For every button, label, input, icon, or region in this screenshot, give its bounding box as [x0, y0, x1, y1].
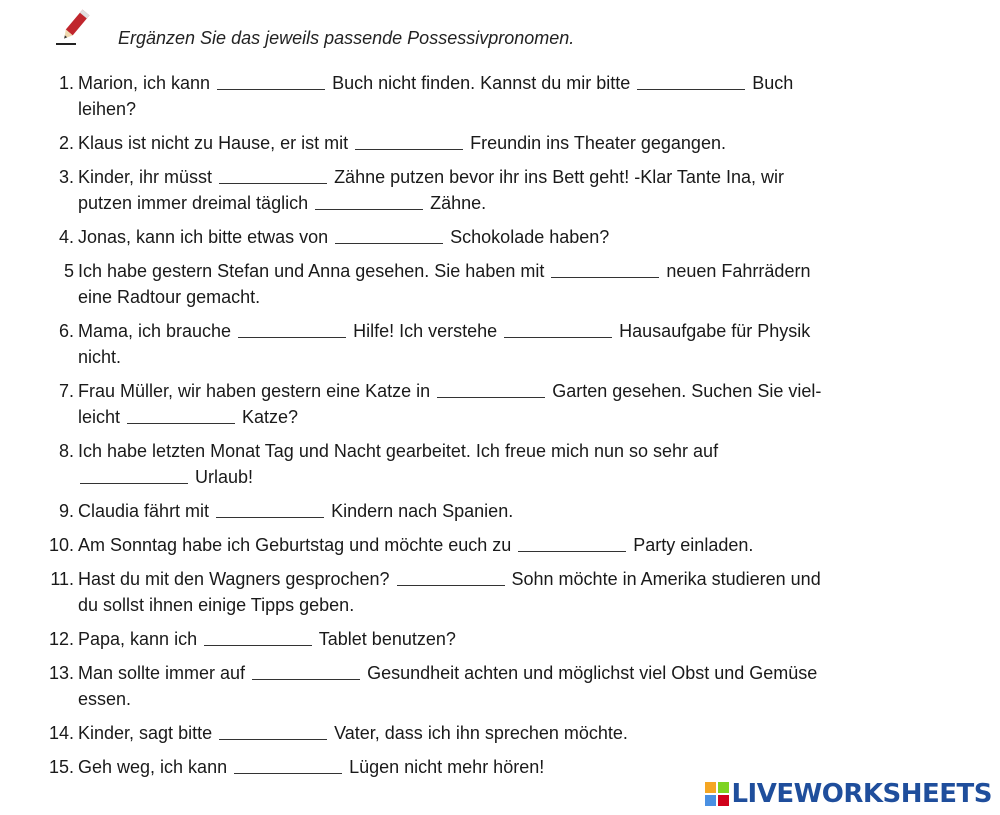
exercise-number: 14. [48, 723, 74, 743]
exercise-number: 9. [58, 501, 74, 521]
answer-blank[interactable] [335, 225, 443, 244]
exercise-text: Tablet benutzen? [314, 629, 456, 649]
exercise-text: Marion, ich kann [78, 73, 216, 93]
exercise-text: Zähne. [425, 193, 487, 213]
exercise-number: 8. [58, 441, 74, 461]
exercise-text: Kindern nach Spanien. [326, 501, 514, 521]
exercise-text: Garten gesehen. Suchen Sie viel- [547, 381, 822, 401]
exercise-text: Gesundheit achten und möglichst viel Obst und Gemüse [362, 663, 818, 683]
answer-blank[interactable] [127, 405, 235, 424]
exercise-text: Zähne putzen bevor ihr ins Bett geht! -Klar Tante Ina, wir [329, 167, 784, 187]
exercise-line [78, 626, 920, 652]
exercise-text: Frau Müller, wir haben gestern eine Katze in [78, 381, 436, 401]
exercise-text: putzen immer dreimal täglich [78, 193, 314, 213]
exercise-text: Hast du mit den Wagners gesprochen? [78, 569, 395, 589]
exercise-line [78, 754, 920, 780]
answer-blank[interactable] [204, 627, 312, 646]
answer-blank[interactable] [518, 533, 626, 552]
exercise-line [78, 686, 920, 712]
answer-blank[interactable] [219, 165, 327, 184]
exercise-number: 6. [58, 321, 74, 341]
exercise-line [78, 464, 920, 490]
exercise-text: Freundin ins Theater gegangen. [465, 133, 726, 153]
exercise-line [78, 592, 920, 618]
exercise-text: Urlaub! [190, 467, 254, 487]
exercise-line [78, 130, 920, 156]
exercise-item [40, 224, 920, 250]
exercise-text: Party einladen. [628, 535, 754, 555]
answer-blank[interactable] [504, 319, 612, 338]
exercise-number: 3. [58, 167, 74, 187]
exercise-text: neuen Fahrrädern [661, 261, 811, 281]
exercise-line [78, 224, 920, 250]
exercise-item [40, 130, 920, 156]
exercise-text: Geh weg, ich kann [78, 757, 233, 777]
exercise-text: leihen? [78, 99, 137, 119]
exercise-text: Kinder, ihr müsst [78, 167, 218, 187]
exercise-text: Vater, dass ich ihn sprechen möchte. [329, 723, 628, 743]
answer-blank[interactable] [252, 661, 360, 680]
exercise-number: 15. [48, 757, 74, 777]
answer-blank[interactable] [219, 721, 327, 740]
exercise-number: 11. [50, 569, 74, 589]
exercise-line [78, 344, 920, 370]
exercise-line [78, 70, 920, 96]
exercise-text: Katze? [237, 407, 299, 427]
exercise-item [40, 318, 920, 370]
exercise-number: 5 [63, 261, 74, 281]
exercise-item [40, 70, 920, 122]
exercise-text: Ich habe letzten Monat Tag und Nacht gearbeitet. Ich freue mich nun so sehr auf [78, 441, 719, 461]
answer-blank[interactable] [80, 465, 188, 484]
exercise-item [40, 438, 920, 490]
exercise-line [78, 96, 920, 122]
exercise-number: 2. [58, 133, 74, 153]
exercise-text: Papa, kann ich [78, 629, 203, 649]
answer-blank[interactable] [238, 319, 346, 338]
exercise-list [40, 70, 920, 788]
exercise-item [40, 720, 920, 746]
exercise-text: essen. [78, 689, 132, 709]
liveworksheets-logo [705, 779, 992, 809]
answer-blank[interactable] [234, 755, 342, 774]
exercise-number: 7. [58, 381, 74, 401]
answer-blank[interactable] [551, 259, 659, 278]
answer-blank[interactable] [315, 191, 423, 210]
exercise-line [78, 378, 920, 404]
pencil-icon [54, 6, 94, 46]
exercise-item [40, 626, 920, 652]
exercise-text: Klaus ist nicht zu Hause, er ist mit [78, 133, 354, 153]
exercise-line [78, 720, 920, 746]
exercise-line [78, 498, 920, 524]
exercise-text: Ich habe gestern Stefan und Anna gesehen. Sie haben mit [78, 261, 550, 281]
exercise-item [40, 754, 920, 780]
exercise-text: Lügen nicht mehr hören! [344, 757, 545, 777]
exercise-text: Mama, ich brauche [78, 321, 237, 341]
exercise-item [40, 378, 920, 430]
exercise-line [78, 532, 920, 558]
exercise-text: nicht. [78, 347, 122, 367]
answer-blank[interactable] [397, 567, 505, 586]
exercise-text: eine Radtour gemacht. [78, 287, 261, 307]
exercise-text: Man sollte immer auf [78, 663, 251, 683]
exercise-line [78, 164, 920, 190]
exercise-line [78, 190, 920, 216]
exercise-text: Jonas, kann ich bitte etwas von [78, 227, 334, 247]
exercise-line [78, 404, 920, 430]
answer-blank[interactable] [216, 499, 324, 518]
exercise-item [40, 660, 920, 712]
exercise-line [78, 438, 920, 464]
liveworksheets-logo-icon [705, 782, 729, 806]
exercise-item [40, 498, 920, 524]
exercise-number: 13. [48, 663, 74, 683]
exercise-number: 10. [48, 535, 74, 555]
answer-blank[interactable] [217, 71, 325, 90]
exercise-text: du sollst ihnen einige Tipps geben. [78, 595, 355, 615]
answer-blank[interactable] [355, 131, 463, 150]
exercise-text: Hausaufgabe für Physik [614, 321, 811, 341]
exercise-item [40, 532, 920, 558]
exercise-number: 4. [58, 227, 74, 247]
answer-blank[interactable] [637, 71, 745, 90]
exercise-item [40, 566, 920, 618]
exercise-line [78, 318, 920, 344]
exercise-line [78, 566, 920, 592]
exercise-text: Claudia fährt mit [78, 501, 215, 521]
exercise-text: Hilfe! Ich verstehe [348, 321, 503, 341]
exercise-number: 12. [48, 629, 74, 649]
logo-text: LIVEWORKSHEETS [731, 779, 992, 809]
exercise-number: 1. [58, 73, 74, 93]
exercise-line [78, 258, 920, 284]
exercise-item [40, 164, 920, 216]
exercise-text: Buch [747, 73, 794, 93]
exercise-text: leicht [78, 407, 126, 427]
exercise-text: Am Sonntag habe ich Geburtstag und möchte euch zu [78, 535, 517, 555]
exercise-item [40, 258, 920, 310]
exercise-line [78, 660, 920, 686]
header [54, 6, 754, 50]
instruction-text: Ergänzen Sie das jeweils passende Possessivpronomen. [118, 28, 575, 48]
exercise-line [78, 284, 920, 310]
exercise-text: Kinder, sagt bitte [78, 723, 218, 743]
exercise-text: Buch nicht finden. Kannst du mir bitte [327, 73, 636, 93]
exercise-text: Schokolade haben? [445, 227, 610, 247]
exercise-text: Sohn möchte in Amerika studieren und [506, 569, 821, 589]
answer-blank[interactable] [437, 379, 545, 398]
